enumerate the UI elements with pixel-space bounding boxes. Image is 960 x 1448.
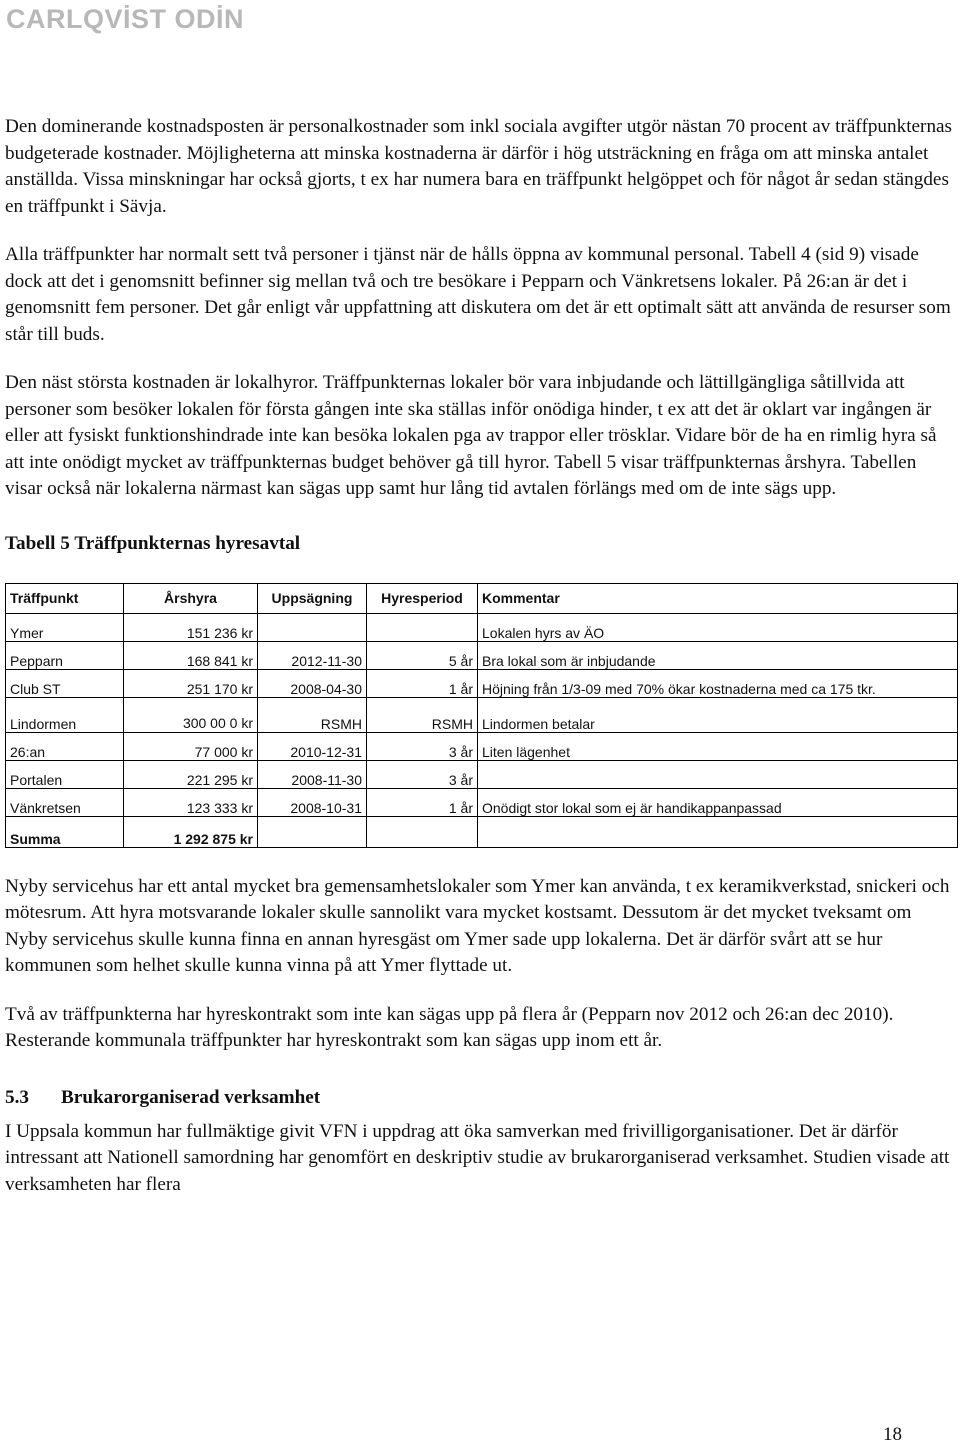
cell-empty xyxy=(258,816,367,847)
header-uppsagning: Uppsägning xyxy=(258,583,367,613)
cell-rent: 77 000 kr xyxy=(124,732,258,760)
cell-period: 5 år xyxy=(367,641,478,669)
cell-rent: 123 333 kr xyxy=(124,788,258,816)
table-row xyxy=(6,669,958,697)
paragraph: Alla träffpunkter har normalt sett två personer i tjänst när de hålls öppna av kommunal personal. Tabell 4 (sid 9) visade dock att det i genomsnitt befinner sig mellan två och tre besökare i Pepparn och Vänkretsens lokaler. På 26:an är det i genomsnitt fem personer. Det går enligt vår uppfattning att diskutera om det är ett optimalt sätt att använda de resurser som står till buds. xyxy=(5,244,951,345)
table-row xyxy=(6,697,958,732)
header-hyresperiod: Hyresperiod xyxy=(367,583,478,613)
section-number: 5.3 xyxy=(5,1086,29,1108)
cell-period: 1 år xyxy=(367,669,478,697)
cell-notice: 2008-10-31 xyxy=(258,788,367,816)
cell-rent: 221 295 kr xyxy=(124,760,258,788)
cell-name: Club ST xyxy=(6,669,124,697)
cell-name: Vänkretsen xyxy=(6,788,124,816)
cell-comment: Lindormen betalar xyxy=(478,697,958,732)
cell-name: Pepparn xyxy=(6,641,124,669)
cell-period: 3 år xyxy=(367,732,478,760)
section-heading xyxy=(5,1085,955,1111)
paragraph: Två av träffpunkterna har hyreskontrakt som inte kan sägas upp på flera år (Pepparn nov 2012 och 26:an dec 2010). Resterande kommunala träffpunkter har hyreskontrakt som kan sägas upp inom ett år. xyxy=(5,1003,894,1051)
cell-period xyxy=(367,613,478,641)
page-number: 18 xyxy=(883,1424,902,1445)
cell-comment: Bra lokal som är inbjudande xyxy=(478,641,958,669)
paragraph: Den dominerande kostnadsposten är personalkostnader som inkl sociala avgifter utgör nästan 70 procent av träffpunkternas budgeterade kostnader. Möjligheterna att minska kostnaderna är därför i hög utsträckning en fråga om att minska antalet anställda. Vissa minskningar har också gjorts, t ex har numera bara en träffpunkt helgöppet och för något år sedan stängdes en träffpunkt i Sävja. xyxy=(5,116,953,217)
cell-period: 3 år xyxy=(367,760,478,788)
cell-rent-text: 300 00 0 kr xyxy=(182,714,253,731)
cell-comment: Onödigt stor lokal som ej är handikappanpassad xyxy=(478,788,958,816)
cell-name: Lindormen xyxy=(6,697,124,732)
cell-notice: 2010-12-31 xyxy=(258,732,367,760)
paragraph: Den näst största kostnaden är lokalhyror. Träffpunkternas lokaler bör vara inbjudande och lättillgängliga såtillvida att personer som besöker lokalen för första gången inte ska ställas inför onödiga hinder, t ex att det är oklart var ingången är eller att fysiskt funktionshindrade inte kan besöka lokalen pga av trappor eller trösklar. Vidare bör de ha en rimlig hyra så att inte onödigt mycket av träffpunkternas budget behöver gå till hyror. Tabell 5 visar träffpunkternas årshyra. Tabellen visar också när lokalerna närmast kan sägas upp samt hur lång tid avtalen förlängs med om de inte sägs upp. xyxy=(5,372,937,499)
table-title: Tabell 5 Träffpunkternas hyresavtal xyxy=(5,532,301,554)
cell-name: Ymer xyxy=(6,613,124,641)
cell-rent: 251 170 kr xyxy=(124,669,258,697)
cell-rent: 151 236 kr xyxy=(124,613,258,641)
header-kommentar: Kommentar xyxy=(478,583,958,613)
rent-table xyxy=(5,583,958,848)
cell-notice: 2008-11-30 xyxy=(258,760,367,788)
cell-summary-total: 1 292 875 kr xyxy=(124,816,258,847)
header-arshyra: Årshyra xyxy=(124,583,258,613)
cell-empty xyxy=(367,816,478,847)
document-body xyxy=(5,114,955,1220)
company-logo: CARLQVİST ODİN xyxy=(6,4,245,34)
cell-comment xyxy=(478,760,958,788)
section-title: Brukarorganiserad verksamhet xyxy=(61,1086,321,1108)
cell-period: RSMH xyxy=(367,697,478,732)
cell-name: 26:an xyxy=(6,732,124,760)
cell-comment: Liten lägenhet xyxy=(478,732,958,760)
cell-period: 1 år xyxy=(367,788,478,816)
table-row xyxy=(6,732,958,760)
cell-notice: 2012-11-30 xyxy=(258,641,367,669)
table-row xyxy=(6,641,958,669)
table-row xyxy=(6,788,958,816)
cell-rent xyxy=(124,697,258,732)
table-summary-row xyxy=(6,816,958,847)
paragraph: I Uppsala kommun har fullmäktige givit VFN i uppdrag att öka samverkan med frivilligorganisationer. Det är därför intressant att Nationell samordning har genomfört en deskriptiv studie av brukarorganiserad verksamhet. Studien visade att verksamheten har flera xyxy=(5,1120,950,1195)
table-row xyxy=(6,613,958,641)
cell-notice: RSMH xyxy=(258,697,367,732)
cell-comment: Höjning från 1/3-09 med 70% ökar kostnaderna med ca 175 tkr. xyxy=(478,669,958,697)
cell-empty xyxy=(478,816,958,847)
cell-name: Portalen xyxy=(6,760,124,788)
cell-notice xyxy=(258,613,367,641)
table-row xyxy=(6,760,958,788)
cell-summary-label: Summa xyxy=(6,816,124,847)
cell-notice: 2008-04-30 xyxy=(258,669,367,697)
table-header-row xyxy=(6,583,958,613)
paragraph: Nyby servicehus har ett antal mycket bra gemensamhetslokaler som Ymer kan använda, t ex keramikverkstad, snickeri och mötesrum. Att hyra motsvarande lokaler skulle sannolikt vara mycket kostsamt. Dessutom är det mycket tveksamt om Nyby servicehus skulle kunna finna en annan hyresgäst om Ymer sade upp lokalerna. Det är därför svårt att se hur kommunen som helhet skulle kunna vinna på att Ymer flyttade ut. xyxy=(5,875,950,976)
header-traffpunkt: Träffpunkt xyxy=(6,583,124,613)
cell-rent: 168 841 kr xyxy=(124,641,258,669)
cell-comment: Lokalen hyrs av ÄO xyxy=(478,613,958,641)
